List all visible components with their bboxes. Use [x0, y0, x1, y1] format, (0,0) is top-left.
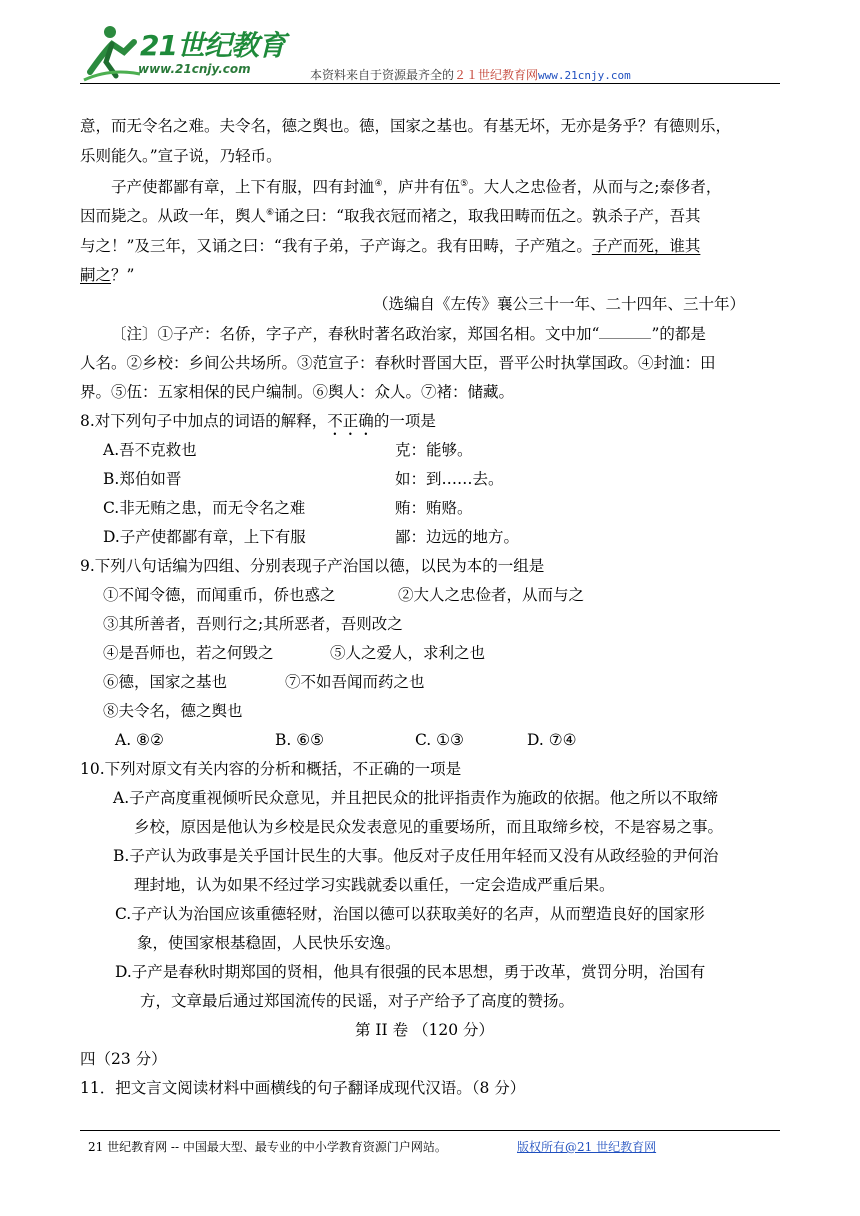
logo-url: www.21cnjy.com	[138, 62, 251, 76]
question-9-option-c: C. ①③	[415, 731, 464, 749]
question-10-option-a: A.子产高度重视倾听民众意见，并且把民众的批评指责作为施政的依据。他之所以不取缔	[113, 789, 719, 807]
question-9-item: ⑦不如吾闻而药之也	[285, 673, 425, 691]
question-9-option-a: A. ⑧②	[115, 731, 164, 749]
question-10-option-d-cont: 方，文章最后通过郑国流传的民谣，对子产给予了高度的赞扬。	[140, 992, 575, 1010]
question-9-item: ⑤人之爱人，求利之也	[330, 644, 486, 662]
question-8-option-c: C.非无贿之患，而无令名之难	[103, 499, 306, 517]
passage-line: 子产使都鄙有章，上下有服，四有封洫④，庐井有伍⑤。大人之忠俭者，从而与之;泰侈者，	[111, 178, 722, 196]
runner-logo-icon	[80, 22, 142, 84]
passage-source: （选编自《左传》襄公三十一年、二十四年、三十年）	[373, 295, 746, 313]
annotation-line: 人名。②乡校：乡间公共场所。③范宣子：春秋时晋国大臣，晋平公时执掌国政。④封洫：田	[80, 354, 716, 372]
question-9-item: ⑧夫令名，德之舆也	[103, 702, 243, 720]
question-9-option-b: B. ⑥⑤	[275, 731, 325, 749]
question-8-stem: 8.对下列句子中加点的词语的解释，不正确的一项是	[80, 412, 436, 430]
header-site-url[interactable]: www.21cnjy.com	[538, 69, 631, 82]
annotation-line: 〔注〕①子产：名侨，字子产，春秋时著名政治家，郑国名相。文中加“ ”的都是	[111, 325, 706, 343]
question-9-stem: 9.下列八句话编为四组、分别表现子产治国以德，以民为本的一组是	[80, 557, 545, 575]
question-10-option-c-cont: 象，使国家根基稳固，人民快乐安逸。	[137, 934, 401, 952]
underlined-sentence: 嗣之	[80, 266, 112, 284]
question-10-option-b-cont: 理封地，认为如果不经过学习实践就委以重任，一定会造成严重后果。	[134, 876, 615, 894]
question-9-option-d: D. ⑦④	[527, 731, 577, 749]
part-heading: 四（23 分）	[80, 1050, 167, 1068]
question-10-option-c: C.子产认为治国应该重德轻财，治国以德可以获取美好的名声，从而塑造良好的国家形	[115, 905, 705, 923]
question-10-option-a-cont: 乡校，原因是他认为乡校是民众发表意见的重要场所，而且取缔乡校，不是容易之事。	[134, 818, 724, 836]
footer-divider	[80, 1130, 780, 1131]
footer-copyright-link[interactable]: 版权所有@21 世纪教育网	[517, 1140, 657, 1154]
section-title: 第 II 卷 （120 分）	[355, 1021, 495, 1039]
passage-line: 意，而无令名之难。夫令名，德之舆也。德，国家之基也。有基无坏，无亦是务乎？有德则乐，	[80, 117, 732, 135]
passage-line: 因而毙之。从政一年，舆人⑥诵之曰：“取我衣冠而褚之，取我田畴而伍之。孰杀子产，吾其	[80, 207, 701, 225]
question-8-option-a-explain: 克：能够。	[395, 441, 473, 459]
blank-underline-sample	[599, 326, 651, 339]
question-11-stem: 11．把文言文阅读材料中画横线的句子翻译成现代汉语。（8 分）	[80, 1079, 526, 1097]
header-site-name: ２１世纪教育网	[454, 68, 539, 82]
passage-line: 嗣之？”	[80, 266, 135, 284]
question-8-option-b-explain: 如：到……去。	[395, 470, 504, 488]
question-8-option-c-explain: 贿：贿赂。	[395, 499, 473, 517]
question-8-option-d: D.子产使都鄙有章，上下有服	[103, 528, 306, 546]
question-9-item: ②大人之忠俭者，从而与之	[398, 586, 585, 604]
question-8-option-a: A.吾不克救也	[103, 441, 197, 459]
passage-line: 乐则能久。”宣子说，乃轻币。	[80, 147, 282, 165]
question-10-option-d: D.子产是春秋时期郑国的贤相，他具有很强的民本思想，勇于改革，赏罚分明，治国有	[115, 963, 706, 981]
header-note: 本资料来自于资源最齐全的２１世纪教育网www.21cnjy.com	[310, 68, 631, 82]
passage-line: 与之！”及三年，又诵之曰：“我有子弟，子产诲之。我有田畴，子产殖之。子产而死，谁其	[80, 237, 701, 255]
question-9-item: ③其所善者，吾则行之;其所恶者，吾则改之	[103, 615, 403, 633]
annotation-line: 界。⑤伍：五家相保的民户编制。⑥舆人：众人。⑦褚：储藏。	[80, 383, 515, 401]
question-8-option-b: B.郑伯如晋	[103, 470, 182, 488]
question-8-option-d-explain: 鄙：边远的地方。	[395, 528, 520, 546]
question-9-item: ④是吾师也，若之何毁之	[103, 644, 274, 662]
question-10-stem: 10.下列对原文有关内容的分析和概括，不正确的一项是	[80, 760, 462, 778]
footer-text: 21 世纪教育网 -- 中国最大型、最专业的中小学教育资源门户网站。	[88, 1140, 447, 1154]
question-10-option-b: B.子产认为政事是关乎国计民生的大事。他反对子皮任用年轻而又没有从政经验的尹何治	[113, 847, 719, 865]
underlined-sentence: 子产而死，谁其	[591, 237, 701, 255]
header-divider	[80, 83, 780, 84]
site-logo[interactable]	[80, 22, 290, 84]
question-9-item: ⑥德，国家之基也	[103, 673, 228, 691]
logo-text: 21世纪教育	[140, 29, 285, 62]
question-9-item: ①不闻令德，而闻重币，侨也惑之	[103, 586, 336, 604]
